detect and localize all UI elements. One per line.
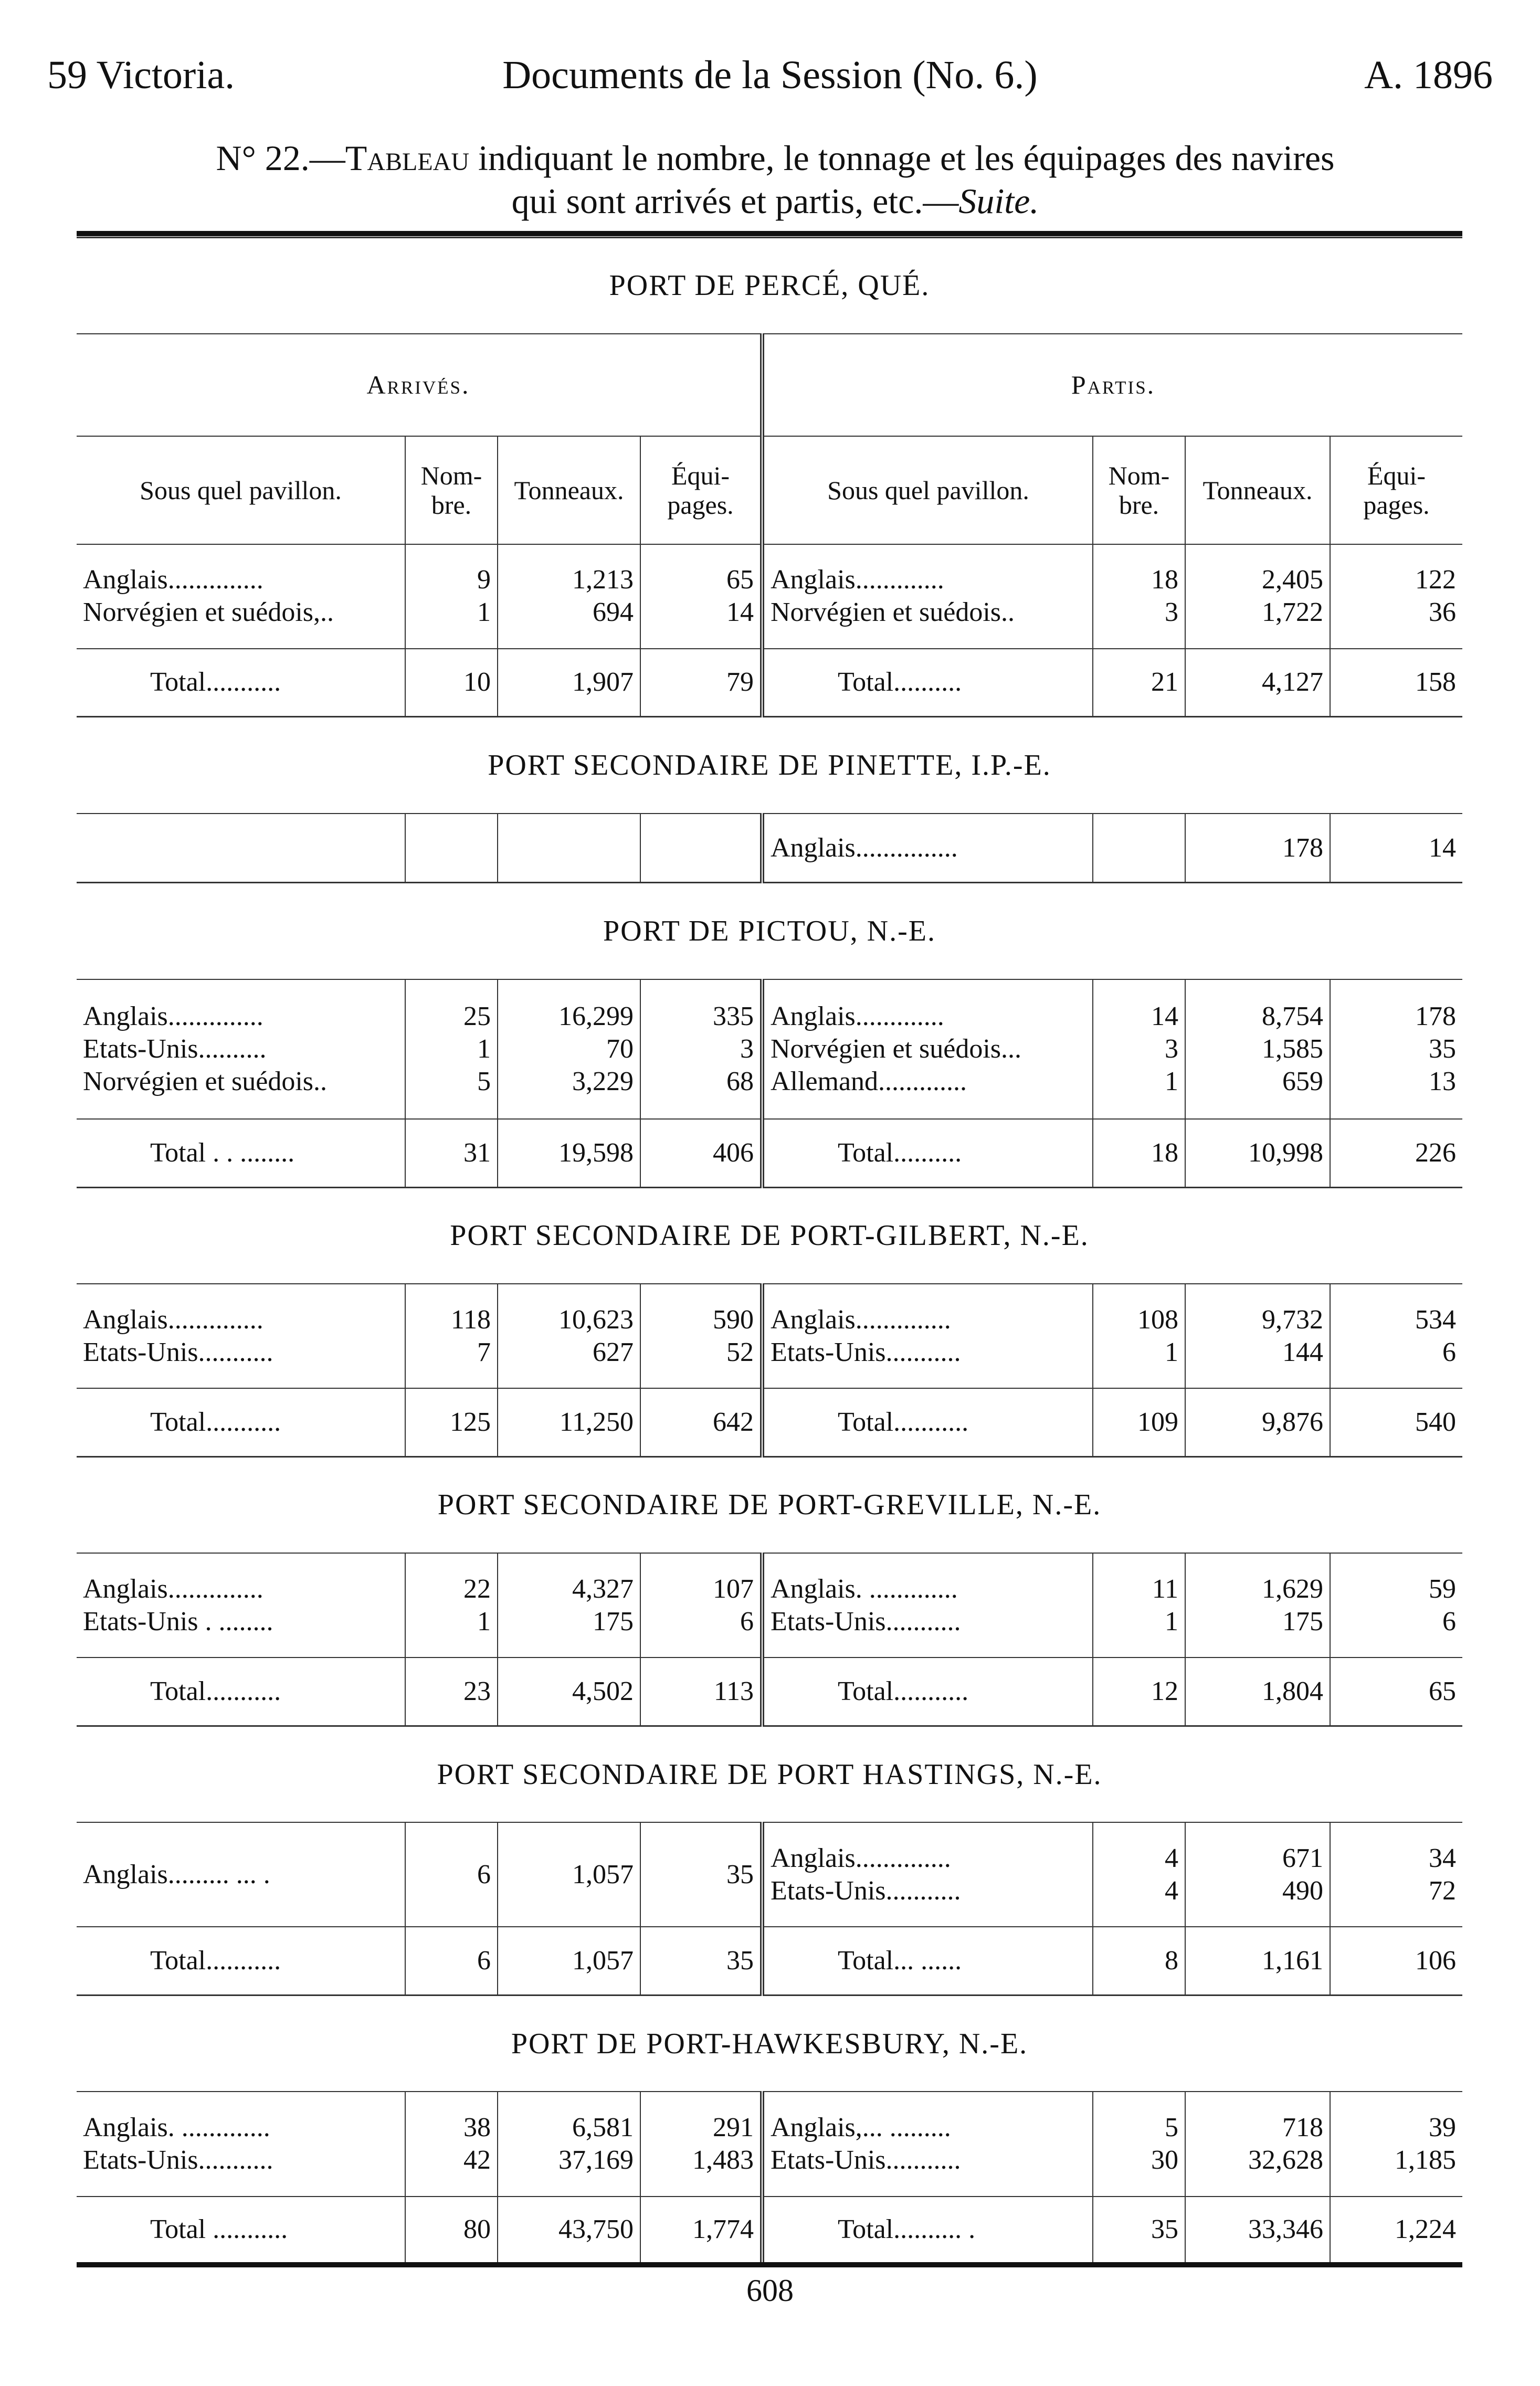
data-row [77, 1284, 1462, 1388]
table-cell-line: 1,057 [572, 1859, 634, 1889]
total-row [77, 649, 1462, 717]
shipping-table-frame [77, 231, 1462, 2267]
arr-equipages-cell [640, 2092, 762, 2196]
table-cell-line: 1,483 [692, 2145, 754, 2176]
arr-total-value: 79 [640, 649, 762, 717]
dep-tonneaux-cell [1185, 814, 1330, 883]
arr-pavillon-cell [77, 1822, 405, 1927]
arr-nombre-cell [405, 1553, 498, 1657]
dep-nombre-cell [1093, 1284, 1185, 1388]
dep-total-value: 18 [1093, 1119, 1185, 1187]
dep-nombre-cell [1093, 1822, 1185, 1927]
arr-tonneaux-cell [498, 2092, 640, 2196]
dep-total-value: 21 [1093, 649, 1185, 717]
arr-total-value: 19,598 [498, 1119, 640, 1187]
dep-total-value: 33,346 [1185, 2197, 1330, 2265]
dep-tonneaux-cell [1185, 2092, 1330, 2196]
table-cell-line: Etats-Unis........... [83, 2145, 273, 2176]
arr-total-value: 31 [405, 1119, 498, 1187]
dep-total-label: Total... ...... [762, 1927, 1093, 1995]
arr-total-value: 1,907 [498, 649, 640, 717]
table-cell-line: 52 [726, 1337, 754, 1367]
data-row [77, 979, 1462, 1119]
table-cell-line: Etats-Unis........... [771, 1337, 961, 1367]
table-cell-line: 3 [1165, 597, 1178, 628]
dep-total-value: 540 [1330, 1388, 1462, 1456]
dep-pavillon-cell [762, 1822, 1093, 1927]
dep-total-label: Total........... [762, 1388, 1093, 1456]
dep-total-label: Total........... [762, 1657, 1093, 1726]
data-row [77, 2092, 1462, 2196]
dep-tonneaux-cell [1185, 1553, 1330, 1657]
table-cell-line: 291 [713, 2113, 754, 2143]
table-cell-line: 70 [606, 1033, 634, 1064]
arr-total-value: 406 [640, 1119, 762, 1187]
table-cell-line: 4 [1165, 1843, 1178, 1873]
data-row [77, 814, 1462, 883]
port-title-row [77, 1995, 1462, 2092]
arr-total-value: 6 [405, 1927, 498, 1995]
total-row [77, 2197, 1462, 2265]
arr-total-label: Total ........... [77, 2197, 405, 2265]
arr-nombre-cell [405, 814, 498, 883]
arr-pavillon-cell [77, 544, 405, 649]
table-cell-line: Anglais.............. [771, 1843, 951, 1873]
partis-header: Partis. [762, 334, 1462, 436]
table-cell-line: Anglais............. [771, 565, 944, 595]
caption-line-2 [73, 180, 1477, 223]
column-header-row [77, 436, 1462, 544]
dep-total-value: 226 [1330, 1119, 1462, 1187]
arr-total-value: 1,057 [498, 1927, 640, 1995]
shipping-table [77, 231, 1462, 2267]
table-cell-line: Anglais. ............. [771, 1574, 958, 1604]
dep-total-value: 109 [1093, 1388, 1185, 1456]
arr-nombre-cell [405, 1822, 498, 1927]
arr-total-value: 113 [640, 1657, 762, 1726]
table-cell-line: 6 [740, 1606, 754, 1637]
column-header-pavillon: Sous quel pavillon. [77, 436, 405, 544]
dep-total-label: Total.......... [762, 1119, 1093, 1187]
table-cell-line: Etats-Unis........... [771, 2145, 961, 2176]
arr-total-label: Total........... [77, 1657, 405, 1726]
table-cell-line: 8,754 [1262, 1001, 1323, 1031]
table-cell-line: Etats-Unis . ........ [83, 1606, 273, 1637]
table-cell-line: 14 [726, 597, 754, 628]
dep-nombre-cell [1093, 979, 1185, 1119]
caption-suite: Suite. [958, 181, 1039, 221]
arr-pavillon-cell [77, 979, 405, 1119]
page-number: 608 [746, 2273, 794, 2308]
bottom-rule [77, 2265, 1462, 2267]
table-cell-line: 2,405 [1262, 565, 1323, 595]
arr-nombre-cell [405, 1284, 498, 1388]
port-title: PORT DE PICTOU, N.-E. [77, 883, 1462, 979]
table-cell-line: Anglais.............. [83, 1574, 263, 1604]
dep-total-value: 1,804 [1185, 1657, 1330, 1726]
table-cell-line: 18 [1151, 565, 1178, 595]
dep-equipages-cell [1330, 814, 1462, 883]
dep-tonneaux-cell [1185, 1284, 1330, 1388]
arr-nombre-cell [405, 979, 498, 1119]
table-cell-line: Norvégien et suédois... [771, 1033, 1022, 1064]
dep-tonneaux-cell [1185, 979, 1330, 1119]
table-cell-line: 627 [593, 1337, 634, 1367]
table-cell-line: 42 [463, 2145, 491, 2176]
table-cell-line: 6 [1442, 1606, 1456, 1637]
top-rule [77, 234, 1462, 237]
table-cell-line: 13 [1429, 1066, 1456, 1096]
table-cell-line: Anglais.............. [83, 1001, 263, 1031]
table-cell-line: 1 [477, 597, 491, 628]
table-cell-line: 16,299 [558, 1001, 634, 1031]
table-cell-line: 1,585 [1262, 1033, 1323, 1064]
dep-equipages-cell [1330, 979, 1462, 1119]
dep-pavillon-cell [762, 1553, 1093, 1657]
dep-total-value: 106 [1330, 1927, 1462, 1995]
table-cell-line: 1 [477, 1606, 491, 1637]
dep-pavillon-cell [762, 814, 1093, 883]
dep-total-value: 4,127 [1185, 649, 1330, 717]
dep-equipages-cell [1330, 1553, 1462, 1657]
dep-nombre-cell [1093, 544, 1185, 649]
table-cell-line: 3 [740, 1033, 754, 1064]
table-cell-line: Norvégien et suédois.. [771, 597, 1015, 628]
table-cell-line: 32,628 [1248, 2145, 1323, 2176]
caption-line1-rest: indiquant le nombre, le tonnage et les équipages des navires [469, 138, 1335, 178]
dep-total-value: 1,161 [1185, 1927, 1330, 1995]
table-cell-line: 107 [713, 1574, 754, 1604]
port-title-row [77, 1187, 1462, 1284]
table-cell-line: 590 [713, 1304, 754, 1335]
table-cell-line: 68 [726, 1066, 754, 1096]
column-header-nombre: Nom-bre. [1093, 436, 1185, 544]
dep-equipages-cell [1330, 2092, 1462, 2196]
table-cell-line: 11 [1152, 1574, 1178, 1604]
arr-equipages-cell [640, 979, 762, 1119]
port-title: PORT SECONDAIRE DE PINETTE, I.P.-E. [77, 717, 1462, 814]
arr-total-value: 10 [405, 649, 498, 717]
dep-total-label: Total.......... . [762, 2197, 1093, 2265]
table-cell-line: 4 [1165, 1875, 1178, 1906]
table-cell-line: 37,169 [558, 2145, 634, 2176]
arr-equipages-cell [640, 1284, 762, 1388]
table-cell-line: 1 [1165, 1337, 1178, 1367]
dep-total-label: Total.......... [762, 649, 1093, 717]
table-cell-line: 490 [1282, 1875, 1323, 1906]
table-cell-line: 671 [1282, 1843, 1323, 1873]
dep-nombre-cell [1093, 2092, 1185, 2196]
dep-total-value: 65 [1330, 1657, 1462, 1726]
arr-total-label: Total........... [77, 1927, 405, 1995]
table-cell-line: Anglais.............. [771, 1304, 951, 1335]
table-cell-line: 3 [1165, 1033, 1178, 1064]
port-title: PORT SECONDAIRE DE PORT HASTINGS, N.-E. [77, 1726, 1462, 1822]
arr-tonneaux-cell [498, 1822, 640, 1927]
table-cell-line: 6,581 [572, 2113, 634, 2143]
port-title: PORT DE PORT-HAWKESBURY, N.-E. [77, 1995, 1462, 2092]
dep-pavillon-cell [762, 544, 1093, 649]
table-cell-line: 144 [1282, 1337, 1323, 1367]
table-cell-line: 25 [463, 1001, 491, 1031]
dep-tonneaux-cell [1185, 1822, 1330, 1927]
arr-pavillon-cell [77, 2092, 405, 2196]
total-row [77, 1119, 1462, 1187]
table-cell-line: 1,213 [572, 565, 634, 595]
table-cell-line: 534 [1415, 1304, 1456, 1335]
arr-total-value: 11,250 [498, 1388, 640, 1456]
table-cell-line: 35 [1429, 1033, 1456, 1064]
arr-equipages-cell [640, 1822, 762, 1927]
arr-total-value: 4,502 [498, 1657, 640, 1726]
arr-tonneaux-cell [498, 1284, 640, 1388]
table-cell-line: 38 [463, 2113, 491, 2143]
table-cell-line: 1,629 [1262, 1574, 1323, 1604]
port-title: PORT DE PERCÉ, QUÉ. [77, 237, 1462, 334]
running-header [47, 52, 1493, 110]
port-title-row [77, 1456, 1462, 1553]
table-cell-line: 9,732 [1262, 1304, 1323, 1335]
table-cell-line: 30 [1151, 2145, 1178, 2176]
port-title-row [77, 1726, 1462, 1822]
table-cell-line: 6 [1442, 1337, 1456, 1367]
arr-total-value: 80 [405, 2197, 498, 2265]
table-cell-line: 5 [1165, 2113, 1178, 2143]
table-cell-line: 335 [713, 1001, 754, 1031]
column-header-equipages: Équi-pages. [1330, 436, 1462, 544]
table-cell-line: Norvégien et suédois.. [83, 1066, 328, 1096]
table-cell-line: 14 [1151, 1001, 1178, 1031]
arr-total-value: 125 [405, 1388, 498, 1456]
table-caption [73, 136, 1477, 223]
table-cell-line: Anglais,... ......... [771, 2113, 951, 2143]
table-cell-line: Anglais. ............. [83, 2113, 270, 2143]
column-header-tonneaux: Tonneaux. [1185, 436, 1330, 544]
dep-pavillon-cell [762, 979, 1093, 1119]
caption-small-caps: Tableau [345, 138, 469, 178]
table-cell-line: 22 [463, 1574, 491, 1604]
total-row [77, 1657, 1462, 1726]
arr-tonneaux-cell [498, 544, 640, 649]
arr-pavillon-cell [77, 1284, 405, 1388]
table-cell-line: Anglais......... ... . [83, 1859, 270, 1889]
port-title-row [77, 883, 1462, 979]
port-title: PORT SECONDAIRE DE PORT-GILBERT, N.-E. [77, 1187, 1462, 1284]
table-cell-line: 36 [1429, 597, 1456, 628]
table-cell-line: 6 [477, 1859, 491, 1889]
table-cell-line: Anglais.............. [83, 1304, 263, 1335]
dep-total-value: 8 [1093, 1927, 1185, 1995]
data-row [77, 1553, 1462, 1657]
arr-nombre-cell [405, 544, 498, 649]
table-cell-line: Etats-Unis.......... [83, 1033, 267, 1064]
dep-pavillon-cell [762, 2092, 1093, 2196]
table-cell-line: 4,327 [572, 1574, 634, 1604]
data-row [77, 544, 1462, 649]
arr-total-label: Total . . ........ [77, 1119, 405, 1187]
dep-total-value: 9,876 [1185, 1388, 1330, 1456]
table-cell-line: 1 [1165, 1606, 1178, 1637]
column-header-equipages: Équi-pages. [640, 436, 762, 544]
table-cell-line: 10,623 [558, 1304, 634, 1335]
table-cell-line: 175 [593, 1606, 634, 1637]
arr-total-value: 35 [640, 1927, 762, 1995]
table-cell-line: 59 [1429, 1574, 1456, 1604]
total-row [77, 1927, 1462, 1995]
dep-equipages-cell [1330, 1284, 1462, 1388]
port-title: PORT SECONDAIRE DE PORT-GREVILLE, N.-E. [77, 1456, 1462, 1553]
table-cell-line: 1 [1165, 1066, 1178, 1096]
table-cell-line: 178 [1415, 1001, 1456, 1031]
table-cell-line: Norvégien et suédois,.. [83, 597, 334, 628]
table-cell-line: Etats-Unis........... [83, 1337, 273, 1367]
table-cell-line: 39 [1429, 2113, 1456, 2143]
table-cell-line: 9 [477, 565, 491, 595]
port-title-row [77, 237, 1462, 334]
dep-total-value: 10,998 [1185, 1119, 1330, 1187]
table-cell-line: 65 [726, 565, 754, 595]
arr-total-label: Total........... [77, 1388, 405, 1456]
dep-equipages-cell [1330, 544, 1462, 649]
arr-total-value: 1,774 [640, 2197, 762, 2265]
total-row [77, 1388, 1462, 1456]
table-cell-line: Anglais.............. [83, 565, 263, 595]
table-cell-line: 1 [477, 1033, 491, 1064]
arr-equipages-cell [640, 814, 762, 883]
data-row [77, 1822, 1462, 1927]
arr-total-label: Total........... [77, 649, 405, 717]
table-cell-line: 14 [1429, 832, 1456, 863]
table-cell-line: 72 [1429, 1875, 1456, 1906]
arr-tonneaux-cell [498, 814, 640, 883]
table-cell-line: 175 [1282, 1606, 1323, 1637]
caption-line2: qui sont arrivés et partis, etc.— [511, 181, 959, 221]
table-cell-line: 1,722 [1262, 597, 1323, 628]
caption-prefix: N° 22.— [216, 138, 345, 178]
table-cell-line: 122 [1415, 565, 1456, 595]
table-cell-line: Etats-Unis........... [771, 1606, 961, 1637]
caption-line-1 [73, 136, 1477, 180]
table-cell-line: 35 [726, 1859, 754, 1889]
side-header-row [77, 334, 1462, 436]
dep-total-value: 158 [1330, 649, 1462, 717]
dep-total-value: 35 [1093, 2197, 1185, 2265]
table-cell-line: 718 [1282, 2113, 1323, 2143]
table-cell-line: Anglais............. [771, 1001, 944, 1031]
table-cell-line: Allemand............. [771, 1066, 967, 1096]
dep-total-value: 1,224 [1330, 2197, 1462, 2265]
dep-equipages-cell [1330, 1822, 1462, 1927]
table-cell-line: 694 [593, 597, 634, 628]
column-header-pavillon: Sous quel pavillon. [762, 436, 1093, 544]
table-cell-line: Etats-Unis........... [771, 1875, 961, 1906]
table-cell-line: 5 [477, 1066, 491, 1096]
header-center: Documents de la Session (No. 6.) [502, 53, 1038, 97]
arr-nombre-cell [405, 2092, 498, 2196]
dep-pavillon-cell [762, 1284, 1093, 1388]
column-header-nombre: Nom-bre. [405, 436, 498, 544]
arr-total-value: 43,750 [498, 2197, 640, 2265]
column-header-tonneaux: Tonneaux. [498, 436, 640, 544]
table-cell-line [1100, 832, 1178, 864]
table-cell-line: 7 [477, 1337, 491, 1367]
dep-nombre-cell [1093, 814, 1185, 883]
table-cell-line: 34 [1429, 1843, 1456, 1873]
table-cell-line: 178 [1282, 832, 1323, 863]
header-left: 59 Victoria. [47, 53, 235, 97]
arr-pavillon-cell [77, 814, 405, 883]
arrives-header: Arrivés. [77, 334, 762, 436]
port-title-row [77, 717, 1462, 814]
arr-tonneaux-cell [498, 1553, 640, 1657]
table-cell-line: 659 [1282, 1066, 1323, 1096]
arr-total-value: 23 [405, 1657, 498, 1726]
arr-equipages-cell [640, 544, 762, 649]
table-cell-line: 108 [1137, 1304, 1178, 1335]
header-right: A. 1896 [1364, 53, 1493, 97]
table-cell-line: 118 [450, 1304, 491, 1335]
table-cell-line: Anglais............... [771, 832, 958, 863]
arr-total-value: 642 [640, 1388, 762, 1456]
dep-nombre-cell [1093, 1553, 1185, 1657]
table-cell-line: 1,185 [1395, 2145, 1456, 2176]
dep-total-value: 12 [1093, 1657, 1185, 1726]
arr-equipages-cell [640, 1553, 762, 1657]
arr-pavillon-cell [77, 1553, 405, 1657]
dep-tonneaux-cell [1185, 544, 1330, 649]
table-cell-line: 3,229 [572, 1066, 634, 1096]
arr-tonneaux-cell [498, 979, 640, 1119]
